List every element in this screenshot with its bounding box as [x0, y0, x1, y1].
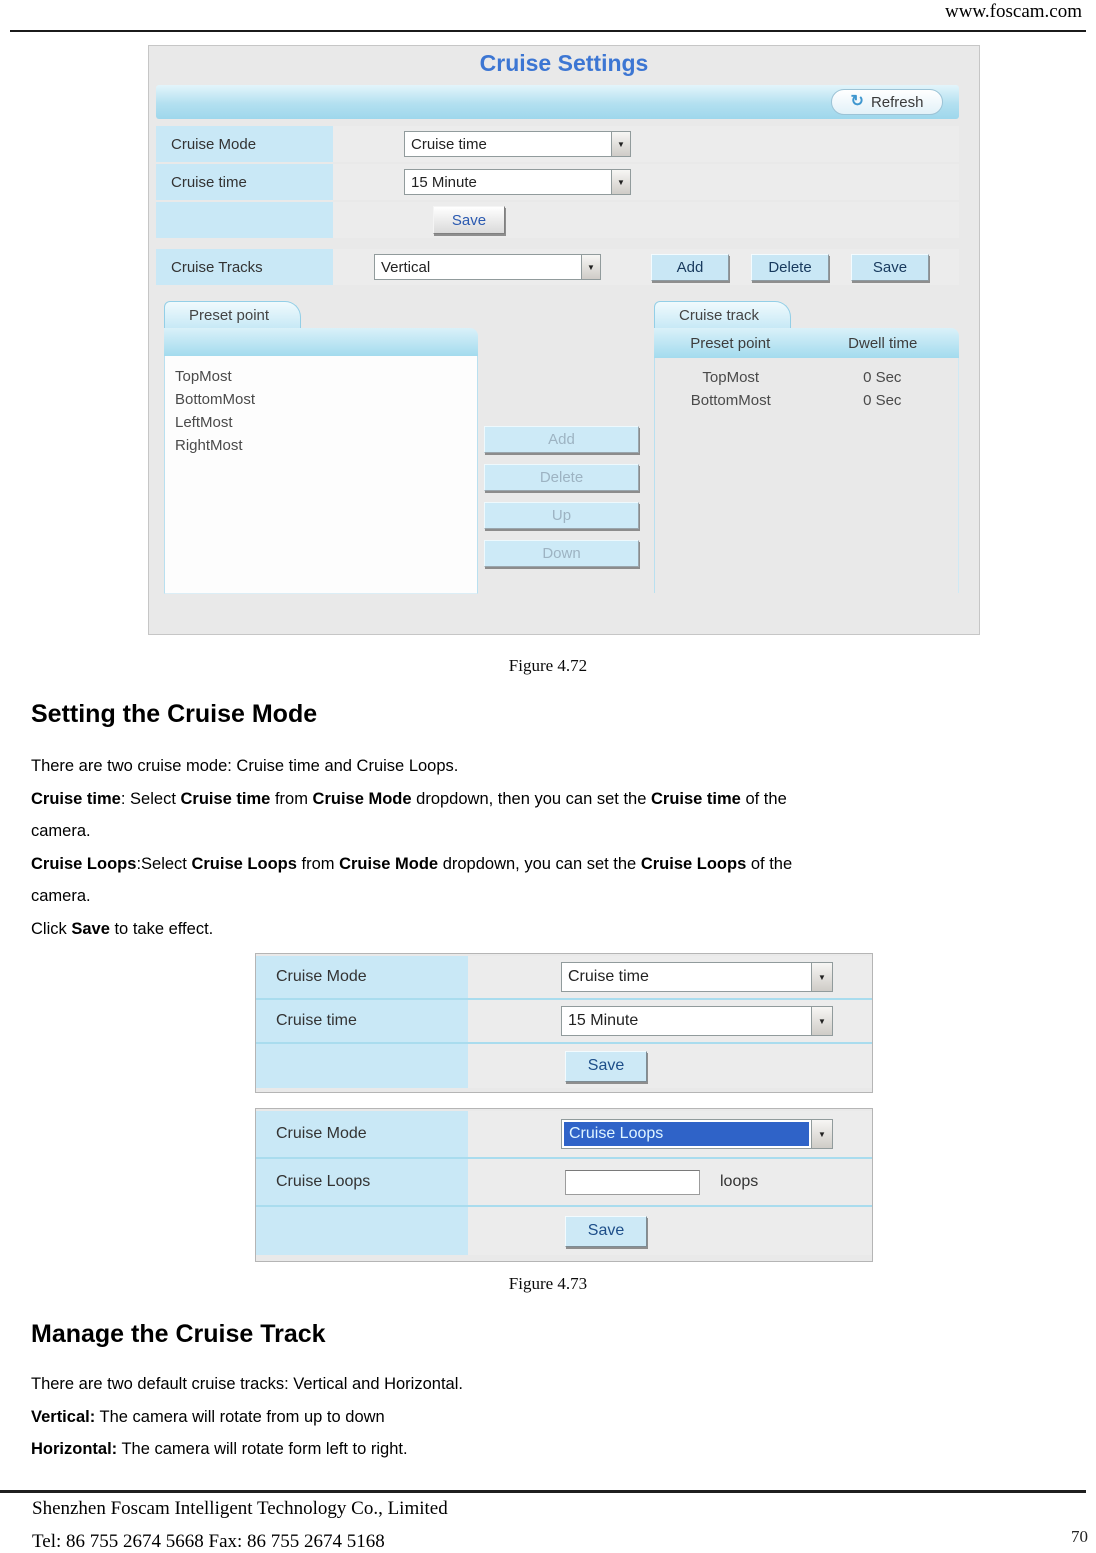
move-up-button[interactable]: Up [484, 502, 639, 529]
chevron-down-icon[interactable]: ▼ [811, 1007, 832, 1035]
table-row[interactable] [655, 366, 958, 389]
save-button[interactable]: Save [433, 206, 505, 234]
preset-cell: BottomMost [690, 392, 771, 409]
preset-point-panel [164, 301, 478, 594]
panel-header-bar [156, 85, 959, 119]
paragraph-line: Horizontal: The camera will rotate form left to right. [31, 1440, 408, 1458]
cruise-mode-label: Cruise Mode [156, 126, 333, 162]
add-preset-button[interactable]: Add [484, 426, 639, 453]
cruise-time-selected: 15 Minute [411, 173, 477, 191]
list-item[interactable]: TopMost [175, 368, 232, 385]
track-edit-buttons [484, 426, 639, 578]
cruise-mode-dropdown[interactable] [561, 1119, 833, 1149]
delete-preset-button[interactable]: Delete [484, 464, 639, 491]
refresh-button[interactable] [831, 89, 943, 115]
paragraph-line: There are two default cruise tracks: Vertical and Horizontal. [31, 1375, 463, 1393]
table-row [256, 1207, 872, 1255]
section-body [31, 750, 1061, 945]
save-track-button[interactable]: Save [851, 254, 929, 281]
save-button[interactable]: Save [565, 1216, 647, 1247]
table-row [156, 202, 959, 238]
figure-caption: Figure 4.73 [508, 1274, 588, 1293]
chevron-down-icon[interactable]: ▼ [581, 255, 600, 279]
paragraph-line: Cruise time: Select Cruise time from Cruise Mode dropdown, then you can set the Cruise time of the [31, 789, 787, 808]
empty-label-cell [256, 1044, 468, 1088]
cruise-mode-cell [468, 1111, 872, 1157]
cruise-tracks-cell [333, 249, 959, 285]
paragraph-line: Vertical: The camera will rotate from up to down [31, 1407, 385, 1426]
cruise-track-tab: Cruise track [654, 301, 791, 328]
move-down-button[interactable]: Down [484, 540, 639, 567]
cruise-loops-input[interactable] [565, 1170, 700, 1195]
save-button[interactable]: Save [565, 1051, 647, 1082]
cruise-track-panel [654, 301, 959, 593]
cruise-tracks-label: Cruise Tracks [156, 249, 333, 285]
footer-telephone: Tel: 86 755 2674 5668 Fax: 86 755 2674 5168 [32, 1531, 385, 1552]
delete-track-button[interactable]: Delete [751, 254, 829, 281]
page-number: 70 [1071, 1527, 1088, 1546]
section-heading: Manage the Cruise Track [31, 1320, 326, 1348]
section-body [31, 1368, 1061, 1466]
cruise-time-cell [468, 1000, 872, 1042]
figure-caption: Figure 4.72 [508, 656, 588, 675]
cruise-loops-label: Cruise Loops [256, 1159, 468, 1205]
cruise-tracks-dropdown[interactable] [374, 254, 601, 280]
table-row [256, 956, 872, 1000]
footer-divider [0, 1490, 1086, 1493]
save-cell [468, 1044, 872, 1088]
column-header-dwell-time: Dwell time [848, 334, 918, 352]
cruise-mode-selected: Cruise time [411, 135, 487, 153]
cruise-track-header-row [654, 328, 959, 358]
cruise-mode-selected-highlight: Cruise Loops [564, 1122, 809, 1146]
column-header-preset-point: Preset point [690, 334, 771, 352]
cruise-time-settings-screenshot [255, 953, 873, 1093]
cruise-mode-selected: Cruise time [568, 968, 649, 985]
cruise-time-selected: 15 Minute [568, 1012, 639, 1029]
cruise-loops-cell [468, 1159, 872, 1205]
table-row [256, 1000, 872, 1044]
dwell-cell: 0 Sec [863, 392, 902, 409]
list-item[interactable]: RightMost [175, 437, 243, 454]
cruise-time-label: Cruise time [256, 1000, 468, 1042]
cruise-loops-settings-screenshot [255, 1108, 873, 1262]
refresh-label: Refresh [870, 93, 924, 111]
save-cell [468, 1207, 872, 1255]
table-row [156, 164, 959, 200]
cruise-mode-label: Cruise Mode [256, 1111, 468, 1157]
chevron-down-icon[interactable]: ▼ [611, 170, 630, 194]
cruise-mode-dropdown[interactable] [404, 131, 631, 157]
cruise-time-dropdown[interactable] [404, 169, 631, 195]
website-url: www.foscam.com [944, 1, 1082, 22]
table-row [256, 1044, 872, 1088]
refresh-icon: ↻ [850, 93, 864, 110]
cruise-time-label: Cruise time [156, 164, 333, 200]
empty-label-cell [256, 1207, 468, 1255]
chevron-down-icon[interactable]: ▼ [811, 963, 832, 991]
cruise-time-cell [333, 164, 959, 200]
preset-cell: TopMost [702, 369, 760, 386]
table-row [156, 126, 959, 162]
footer-company: Shenzhen Foscam Intelligent Technology Co., Limited [32, 1498, 448, 1519]
cruise-mode-dropdown[interactable] [561, 962, 833, 992]
loops-unit-label: loops [720, 1173, 759, 1190]
cruise-mode-label: Cruise Mode [256, 956, 468, 998]
paragraph-line: Cruise Loops:Select Cruise Loops from Cruise Mode dropdown, you can set the Cruise Loops of the [31, 854, 793, 873]
header-divider [10, 30, 1086, 32]
paragraph-line: camera. [31, 887, 91, 905]
table-row [256, 1159, 872, 1207]
cruise-track-list [654, 358, 959, 593]
cruise-time-dropdown[interactable] [561, 1006, 833, 1036]
add-track-button[interactable]: Add [651, 254, 729, 281]
cruise-settings-screenshot [148, 45, 980, 635]
section-heading: Setting the Cruise Mode [31, 700, 318, 728]
cruise-mode-table [156, 126, 959, 240]
chevron-down-icon[interactable]: ▼ [811, 1120, 832, 1148]
paragraph-line: There are two cruise mode: Cruise time and Cruise Loops. [31, 757, 459, 775]
chevron-down-icon[interactable]: ▼ [611, 132, 630, 156]
paragraph-line: camera. [31, 822, 91, 840]
table-row [256, 1111, 872, 1159]
cruise-tracks-selected: Vertical [381, 258, 431, 276]
list-item[interactable]: BottomMost [175, 391, 256, 408]
preset-point-list [164, 356, 478, 594]
empty-label-cell [156, 202, 333, 238]
paragraph-line: Click Save to take effect. [31, 919, 214, 938]
dwell-cell: 0 Sec [863, 369, 902, 386]
list-item[interactable]: LeftMost [175, 414, 233, 431]
save-cell [333, 202, 959, 238]
preset-panel-header [164, 328, 478, 356]
cruise-mode-cell [333, 126, 959, 162]
cruise-mode-cell [468, 956, 872, 998]
preset-point-tab: Preset point [164, 301, 301, 328]
table-row[interactable] [655, 389, 958, 412]
cruise-tracks-row [156, 249, 959, 285]
cruise-settings-title: Cruise Settings [479, 50, 649, 76]
